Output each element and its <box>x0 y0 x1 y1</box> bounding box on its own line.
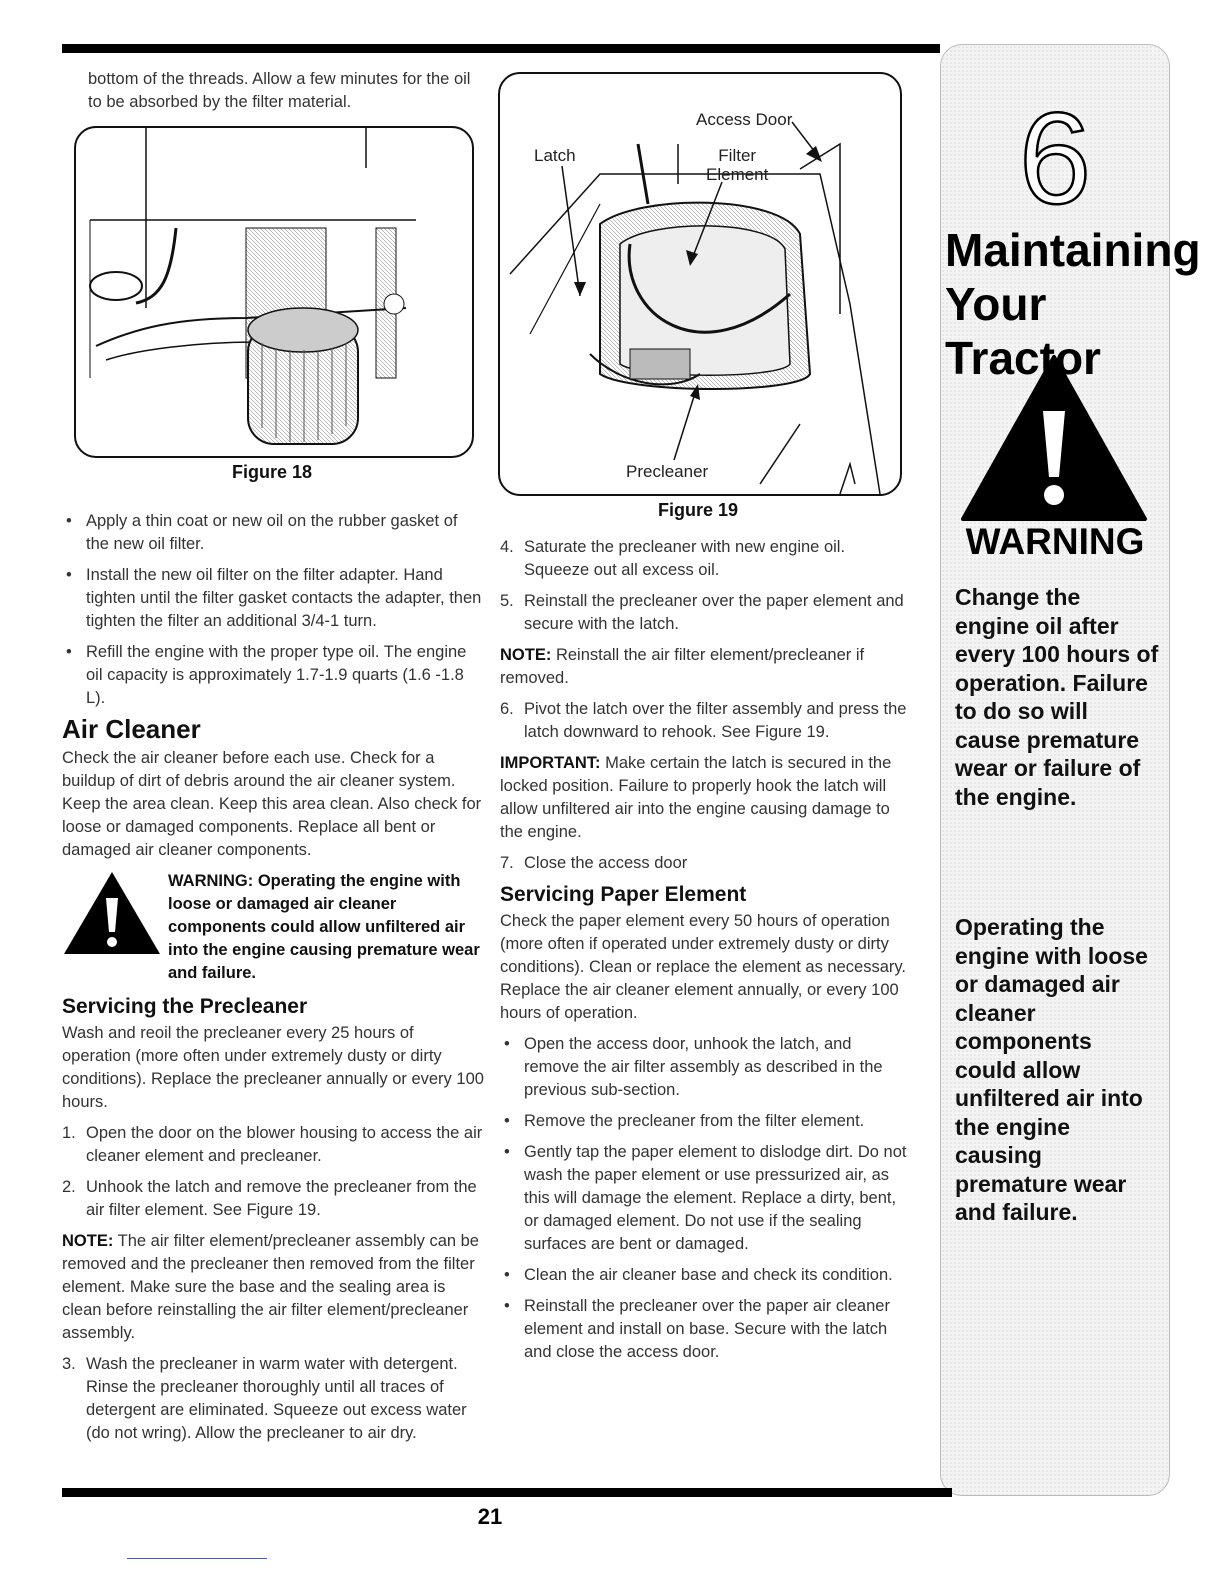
precleaner-step-7 <box>500 852 910 875</box>
list-item: 2. Unhook the latch and remove the precleaner from the air filter element. See Figure 19. <box>62 1178 477 1219</box>
precleaner-text: Wash and reoil the precleaner every 25 hours of operation (more often under extremely dusty or dirty conditions). Replace the precleaner annually or every 100 hours. <box>62 1024 484 1111</box>
list-item: • Clean the air cleaner base and check its condition. <box>500 1264 910 1287</box>
list-item: • Gently tap the paper element to dislodge dirt. Do not wash the paper element or use pressurized air, as this will damage the element. Replace a dirty, bent, or damaged element. Do not use if the sealing surfaces are bent or damaged. <box>500 1141 910 1256</box>
air-cleaner-warning <box>62 870 484 985</box>
bottom-rule <box>62 1488 952 1497</box>
chapter-number-text: 6 <box>1018 85 1092 231</box>
left-column-main <box>62 510 484 1453</box>
warning-triangle-icon <box>62 870 162 963</box>
oil-change-warning: Change the engine oil after every 100 hours of operation. Failure to do so will cause premature wear or failure of the engine. <box>955 584 1159 810</box>
figure-18-caption: Figure 18 <box>231 462 313 482</box>
chapter-title: Maintaining Your Tractor <box>945 224 1201 384</box>
page-number: 21 <box>477 1504 503 1529</box>
warning-triangle-icon <box>959 353 1149 523</box>
paper-element-heading: Servicing Paper Element <box>500 883 747 906</box>
list-item: • Open the access door, unhook the latch, and remove the air filter assembly as described in the previous sub-section. <box>500 1033 910 1102</box>
top-rule <box>62 44 940 53</box>
list-item: 1. Open the door on the blower housing to access the air cleaner element and precleaner. <box>62 1124 483 1165</box>
figure-19-caption: Figure 19 <box>657 500 739 520</box>
oil-filter-bullets <box>62 510 484 710</box>
list-item: 5. Reinstall the precleaner over the paper element and secure with the latch. <box>500 592 904 633</box>
list-item: • Reinstall the precleaner over the paper air cleaner element and install on base. Secure with the latch and close the access door. <box>500 1295 910 1364</box>
list-item: • Refill the engine with the proper type oil. The engine oil capacity is approximately 1.7-1.9 quarts (1.6 -1.8 L). <box>62 641 484 710</box>
middle-column <box>500 536 910 1372</box>
list-item: • Apply a thin coat or new oil on the rubber gasket of the new oil filter. <box>62 510 484 556</box>
oil-filter-illustration <box>76 128 472 456</box>
warning-heading: WARNING <box>965 521 1145 562</box>
air-cleaner-heading: Air Cleaner <box>62 714 201 744</box>
air-cleaner-illustration <box>500 74 900 494</box>
chapter-number <box>1017 85 1093 231</box>
precleaner-heading: Servicing the Precleaner <box>62 995 308 1018</box>
latch-label: Latch <box>534 146 576 165</box>
air-cleaner-text: Check the air cleaner before each use. Check for a buildup of dirt of debris around the air cleaner system. Keep the area clean. Keep this area clean. Also check for loose or damaged components. Replace all bent or damaged air cleaner components. <box>62 749 482 859</box>
precleaner-note: NOTE: The air filter element/precleaner assembly can be removed and the precleaner then removed from the filter element. Make sure the base and the sealing area is clean before reinstalling the air filter element/precleaner assembly. <box>62 1232 479 1342</box>
precleaner-step-6 <box>500 698 910 744</box>
reinstall-note: NOTE: Reinstall the air filter element/precleaner if removed. <box>500 646 865 687</box>
warning-text: WARNING: Operating the engine with loose or damaged air cleaner components could allow unfiltered air into the engine causing premature wear and failure. <box>168 872 480 982</box>
filter-element-label: Filter Element <box>706 146 769 184</box>
list-item: • Remove the precleaner from the filter element. <box>500 1110 910 1133</box>
air-cleaner-warning-sidebar: Operating the engine with loose or damaged air cleaner components could allow unfiltered air into the engine causing premature wear and failure. <box>955 914 1148 1225</box>
paper-element-text: Check the paper element every 50 hours of operation (more often if operated under extremely dusty or dirty conditions). Clean or replace the element as necessary. Replace the air cleaner element annually, or every 100 hours of operation. <box>500 912 906 1022</box>
left-column <box>62 68 484 122</box>
figure-18 <box>74 126 474 458</box>
chapter-sidebar <box>940 44 1201 1496</box>
list-item: • Install the new oil filter on the filter adapter. Hand tighten until the filter gasket contacts the adapter, then tighten the filter an additional 3/4-1 turn. <box>62 564 484 633</box>
precleaner-steps-cont <box>62 1353 484 1445</box>
list-item: 6. Pivot the latch over the filter assembly and press the latch downward to rehook. See Figure 19. <box>500 700 907 741</box>
paper-element-bullets <box>500 1033 910 1364</box>
list-item: 4. Saturate the precleaner with new engine oil. Squeeze out all excess oil. <box>500 538 846 579</box>
precleaner-steps-4-5 <box>500 536 910 636</box>
figure-19 <box>498 72 902 496</box>
important-note: IMPORTANT: Make certain the latch is secured in the locked position. Failure to properly hook the latch will allow unfiltered air into the engine causing damage to the engine. <box>500 754 892 841</box>
intro-text: bottom of the threads. Allow a few minutes for the oil to be absorbed by the filter material. <box>88 70 471 111</box>
list-item: 3. Wash the precleaner in warm water with detergent. Rinse the precleaner thoroughly until all traces of detergent are eliminated. Squeeze out excess water (do not wring). Allow the precleaner to air dry. <box>62 1355 467 1442</box>
list-item: 7. Close the access door <box>500 854 688 872</box>
precleaner-steps <box>62 1122 484 1222</box>
access-door-label: Access Door <box>696 110 793 129</box>
precleaner-label: Precleaner <box>626 462 709 481</box>
footer-line <box>127 1558 267 1559</box>
